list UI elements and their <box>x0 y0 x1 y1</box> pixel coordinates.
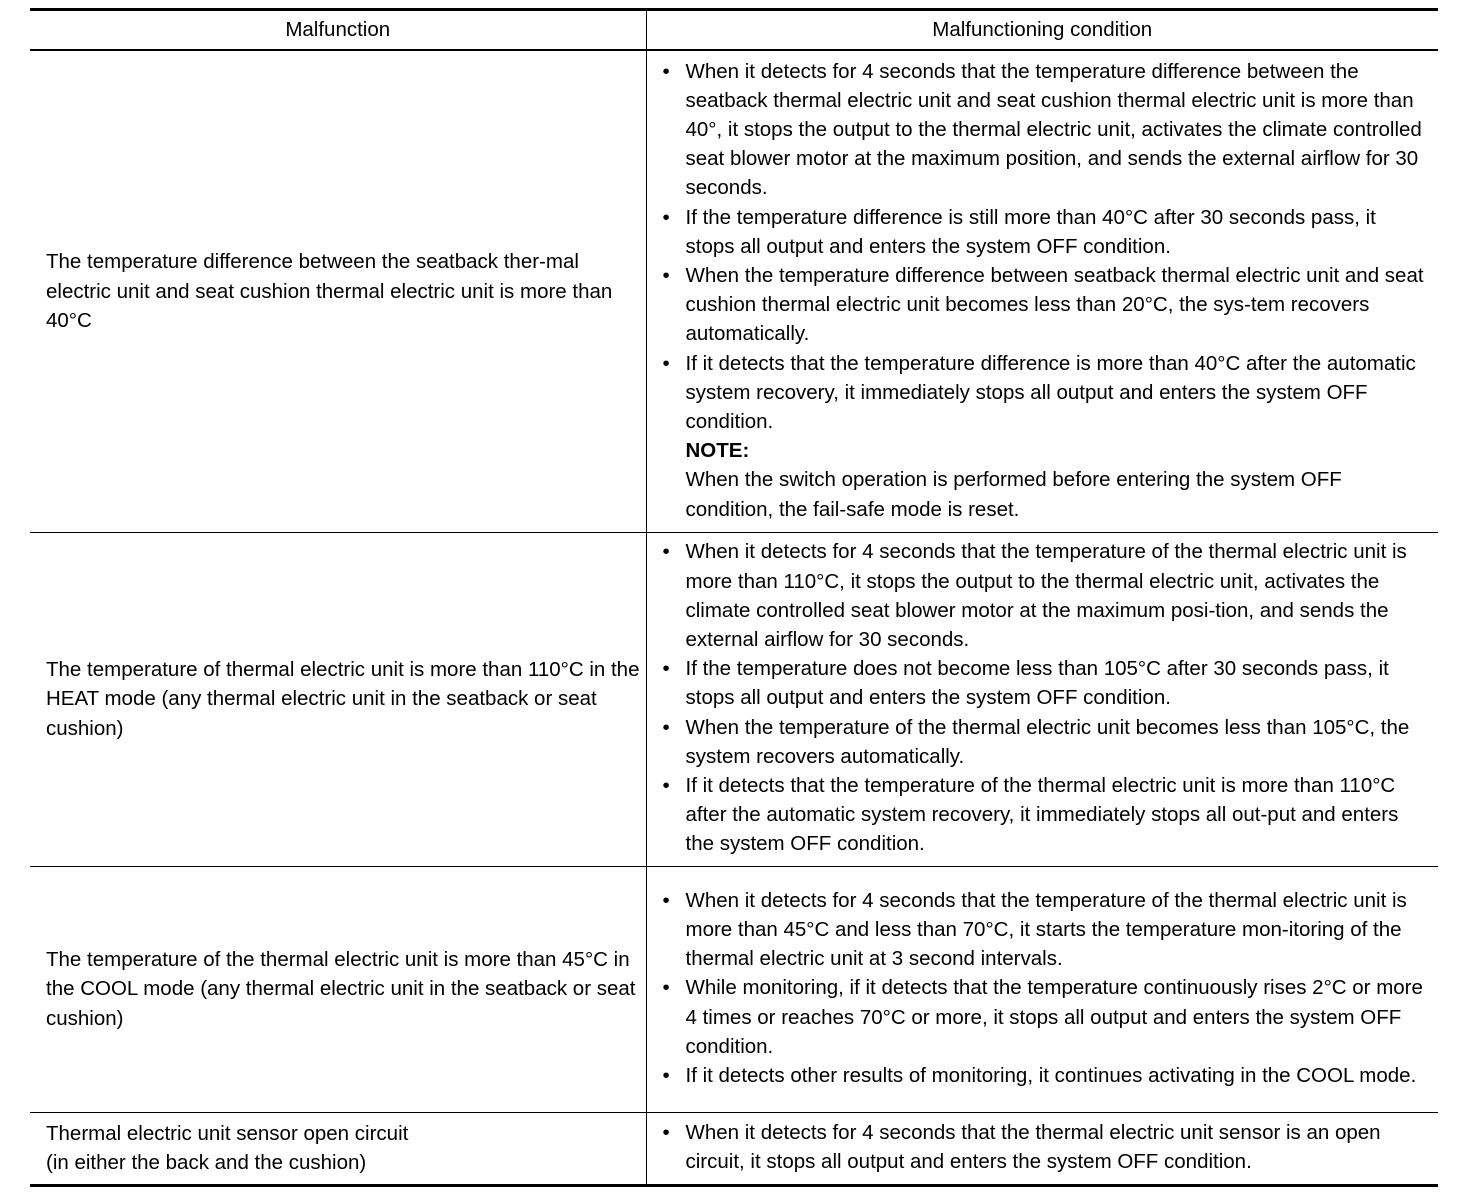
bullet-icon: • <box>662 888 670 912</box>
bullet-icon: • <box>662 774 670 797</box>
bullet-icon: • <box>662 351 670 375</box>
list-item: • If the temperature does not become less than 105°C after 30 seconds pass, it stops all output and enters the system OFF condition. <box>661 654 1427 712</box>
malfunction-cell <box>30 1112 646 1184</box>
bullet-icon: • <box>662 1064 670 1087</box>
condition-list <box>661 57 1427 437</box>
malfunction-cell <box>30 866 646 1112</box>
bullet-icon: • <box>662 657 670 681</box>
list-item: • While monitoring, if it detects that the temperature continuously rises 2°C or more 4 times or reaches 70°C or more, it stops all output and enters the system OFF condition. <box>661 973 1427 1061</box>
bullet-icon: • <box>662 715 670 739</box>
list-item: • If it detects that the temperature of the thermal electric unit is more than 110°C after the automatic system recovery, it immediately stops all out-put and enters the system OFF condition. <box>661 771 1427 859</box>
list-item: • When the temperature of the thermal electric unit becomes less than 105°C, the system recovers automatically. <box>661 713 1427 771</box>
malfunction-cell <box>30 50 646 532</box>
malfunction-text: The temperature of thermal electric unit is more than 110°C in the HEAT mode (any thermal electric unit in the seatback or seat cushion) <box>46 658 640 740</box>
malfunction-text: The temperature of the thermal electric unit is more than 45°C in the COOL mode (any thermal electric unit in the seatback or seat cushion) <box>46 948 636 1030</box>
bullet-icon: • <box>662 540 670 564</box>
list-item: • If it detects other results of monitoring, it continues activating in the COOL mode. <box>661 1061 1427 1090</box>
table-row <box>30 1112 1438 1184</box>
condition-cell <box>646 866 1438 1112</box>
table-row <box>30 50 1438 532</box>
condition-cell <box>646 50 1438 532</box>
list-item: • When the temperature difference between seatback thermal electric unit and seat cushion thermal electric unit becomes less than 20°C, the sys-tem recovers automatically. <box>661 261 1427 349</box>
list-item: • When it detects for 4 seconds that the temperature of the thermal electric unit is more than 45°C and less than 70°C, it starts the temperature mon-itoring of the thermal electric unit at 3 second intervals. <box>661 886 1427 974</box>
condition-cell <box>646 1112 1438 1184</box>
list-item: • If the temperature difference is still more than 40°C after 30 seconds pass, it stops all output and enters the system OFF condition. <box>661 203 1427 261</box>
malfunction-text: The temperature difference between the seatback ther-mal electric unit and seat cushion thermal electric unit is more than 40°C <box>46 250 613 332</box>
note-label: NOTE: <box>685 439 750 463</box>
bullet-icon: • <box>662 976 670 1000</box>
list-item: • If it detects that the temperature difference is more than 40°C after the automatic system recovery, it immediately stops all output and enters the system OFF condition. <box>661 349 1427 437</box>
bullet-icon: • <box>662 205 670 229</box>
header-malfunction: Malfunction <box>30 11 646 50</box>
condition-list <box>661 886 1427 1090</box>
table-row <box>30 866 1438 1112</box>
malfunction-table-container <box>30 8 1438 1187</box>
malfunction-text-line: (in either the back and the cushion) <box>46 1151 367 1175</box>
malfunction-cell <box>30 532 646 866</box>
condition-cell <box>646 532 1438 866</box>
condition-list <box>661 537 1427 858</box>
bullet-icon: • <box>662 1121 670 1145</box>
bullet-icon: • <box>662 59 670 83</box>
malfunction-text-line: Thermal electric unit sensor open circuit <box>46 1122 409 1146</box>
list-item: • When it detects for 4 seconds that the temperature difference between the seatback thermal electric unit and seat cushion thermal electric unit is more than 40°, it stops the output to the thermal electric unit, activates the climate controlled seat blower motor at the maximum position, and sends the external airflow for 30 seconds. <box>661 57 1427 203</box>
list-item: • When it detects for 4 seconds that the temperature of the thermal electric unit is more than 110°C, it stops the output to the thermal electric unit, activates the climate controlled seat blower motor at the maximum posi-tion, and sends the external airflow for 30 seconds. <box>661 537 1427 654</box>
note-text: When the switch operation is performed before entering the system OFF condition, the fail-safe mode is reset. <box>685 468 1342 521</box>
condition-list <box>661 1118 1427 1176</box>
header-malfunctioning-condition: Malfunctioning condition <box>646 11 1438 50</box>
table-row <box>30 532 1438 866</box>
list-item: • When it detects for 4 seconds that the thermal electric unit sensor is an open circuit, it stops all output and enters the system OFF condition. <box>661 1118 1427 1176</box>
table-header-row <box>30 11 1438 50</box>
bullet-icon: • <box>662 264 670 288</box>
malfunction-table <box>30 11 1438 1184</box>
